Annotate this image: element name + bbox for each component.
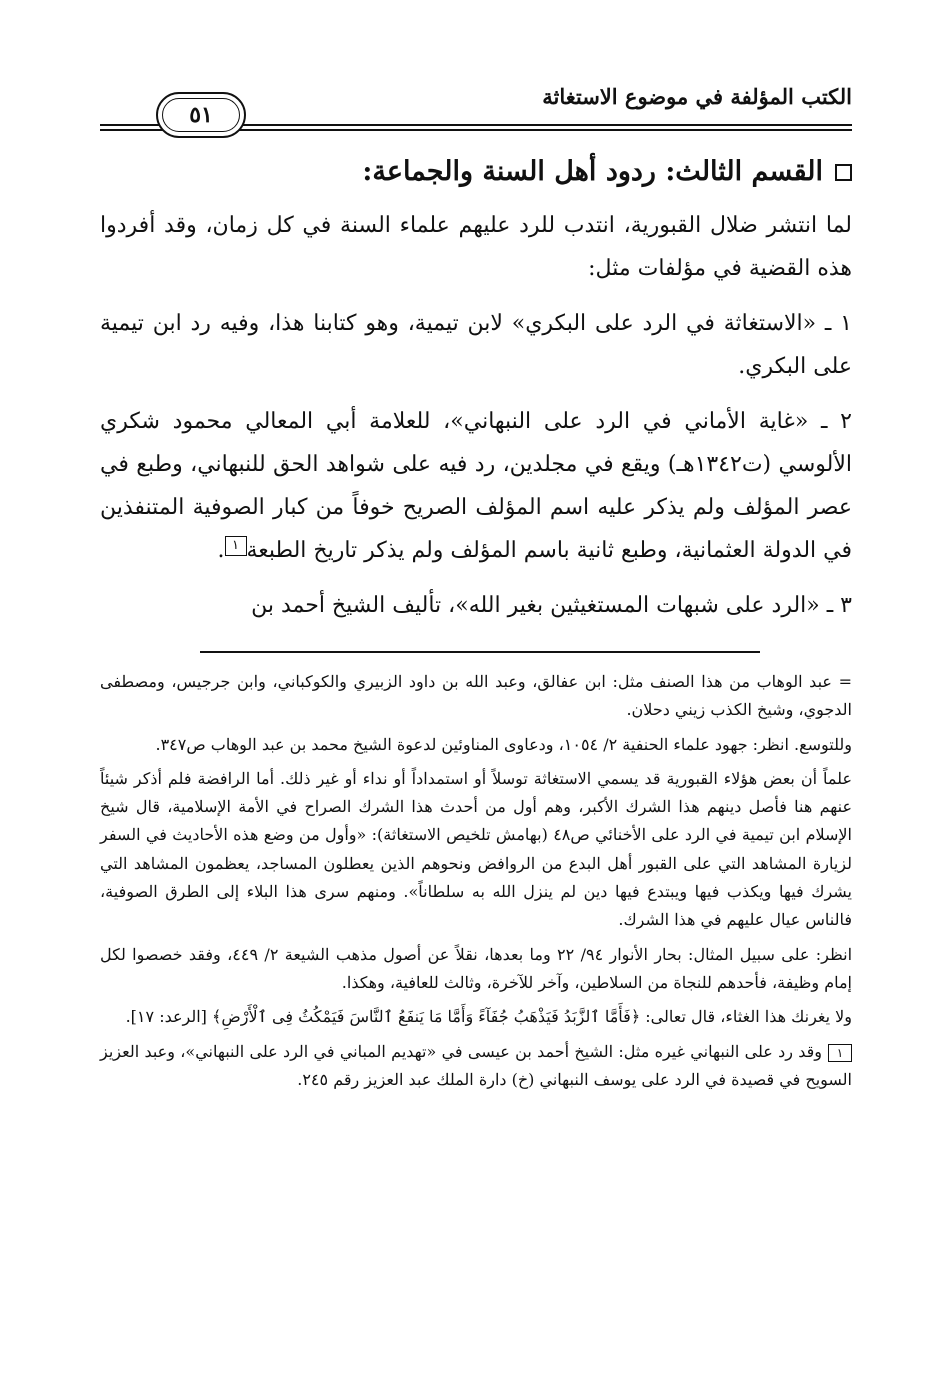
list-item-2-text: ٢ ـ «غاية الأماني في الرد على النبهاني»، للعلامة أبي المعالي محمود شكري الألوسي (ت١٣٤٢هـ) ويقع في مجلدين، رد فيه على شواهد الحق للنبهاني، وطبع في عصر المؤلف ولم يذكر عليه اسم المؤلف الصريح خوفاً من كبار الصوفية المتنفذين في الدولة العثمانية، وطبع ثانية باسم المؤلف ولم يذكر تاريخ الطبعة (100, 409, 852, 563)
book-page (100, 0, 852, 1386)
footnotes (100, 668, 852, 1100)
list-item-1: ١ ـ «الاستغاثة في الرد على البكري» لابن تيمية، وهو كتابنا هذا، وفيه رد ابن تيمية على البكري. (100, 311, 852, 379)
footnote-marker: ١ (828, 1044, 852, 1062)
footnote-1-text: وقد رد على النبهاني غيره مثل: الشيخ أحمد بن عيسى في «تهديم المباني في الرد على النبهاني»، وعبد العزيز السويح في قصيدة في الرد على يوسف النبهاني (خ) دارة الملك عبد العزيز رقم ٢٤٥. (100, 1041, 852, 1089)
page-header (100, 80, 852, 136)
footnote-paragraph: وللتوسع. انظر: جهود علماء الحنفية ٢/ ١٠٥٤، ودعاوى المناوئين لدعوة الشيخ محمد بن عبد الوهاب ص٣٤٧. (155, 734, 852, 754)
page-number: ٥١ (156, 92, 246, 138)
footnote-paragraph: ولا يغرنك هذا الغثاء، قال تعالى: ﴿فَأَمَّا ٱلزَّبَدُ فَيَذْهَبُ جُفَآءً وَأَمَّا مَا يَنفَعُ ٱلنَّاسَ فَيَمْكُثُ فِى ٱلْأَرْضِ﴾ [الرعد: ١٧]. (125, 1007, 852, 1027)
footnote-1 (100, 1038, 852, 1095)
section-heading-text: القسم الثالث: ردود أهل السنة والجماعة: (362, 156, 823, 187)
list-item-3: ٣ ـ «الرد على شبهات المستغيثين بغير الله»، تأليف الشيخ أحمد بن (251, 593, 852, 618)
main-text (100, 204, 852, 639)
section-heading (100, 156, 852, 187)
footnote-paragraph: علماً أن بعض هؤلاء القبورية قد يسمي الاستغاثة توسلاً أو استمداداً أو نداء أو غير ذلك. أما الرافضة فلم أذكر شيئاً عنهم هنا فأصل دينهم هذا الشرك الأكبر، وهم أول من أحدث هذا الشرك الصراح في الأمة الإسلامية، قال شيخ الإسلام ابن تيمية في الرد على الأخنائي ص٤٨ (بهامش تلخيص الاستغاثة): «وأول من وضع هذه الأحاديث في السفر لزيارة المشاهد التي على القبور أهل البدع من الروافض ونحوهم الذين يعطلون المساجد، يعظمون المشاهد التي يشرك فيها ويكذب فيها ويبتدع فيها دين لم ينزل الله به سلطاناً». ومنهم سرى هذا البلاء إلى الطرق الصوفية، فالناس عيال عليهم في هذا الشرك. (100, 768, 853, 930)
footnote-reference[interactable]: ١ (225, 536, 247, 556)
footnote-separator (200, 651, 760, 653)
intro-paragraph: لما انتشر ضلال القبورية، انتدب للرد عليهم علماء السنة في كل زمان، وقد أفردوا هذه القضية في مؤلفات مثل: (100, 213, 852, 281)
list-item-2 (100, 400, 852, 572)
footnote-paragraph: انظر: على سبيل المثال: بحار الأنوار ٩٤/ ٢٢ وما بعدها، نقلاً عن أصول مذهب الشيعة ٢/ ٤٤٩، وفقد خصصوا لكل إمام وظيفة، فأحدهم للنجاة من السلاطين، وآخر للآخرة، وثالث للعافية، وهكذا. (100, 944, 853, 992)
list-item-2-end: . (217, 538, 225, 563)
footnote-paragraph: = عبد الوهاب من هذا الصنف مثل: ابن عفالق، وعبد الله بن داود الزبيري والكوكباني، وابن جرجيس، ومصطفى الدجوي، وشيخ الكذب زيني دحلان. (100, 672, 852, 720)
square-bullet-icon (835, 164, 852, 181)
running-title: الكتب المؤلفة في موضوع الاستغاثة (542, 84, 852, 109)
